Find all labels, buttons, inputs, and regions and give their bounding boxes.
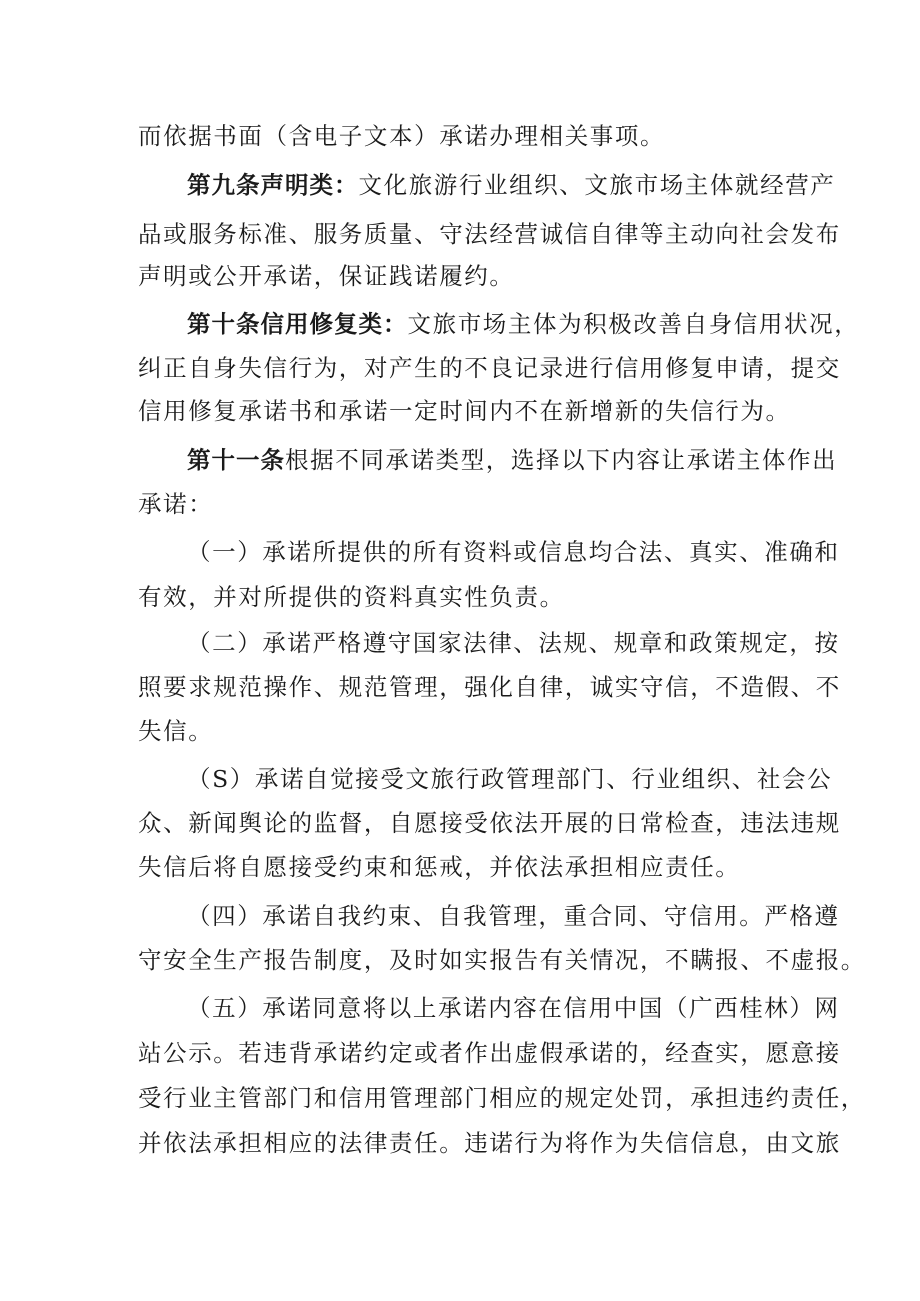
text-line-4 <box>138 253 920 299</box>
item-3-line-3 <box>138 844 920 890</box>
item-3-line-2 <box>138 800 920 846</box>
item-5-line-1 <box>187 985 920 1031</box>
text-line-9-content: 承诺： <box>138 490 214 518</box>
article-10-text: 文旅市场主体为积极改善自身信用状况， <box>407 310 860 338</box>
text-line-7-content: 信用修复承诺书和承诺一定时间内不在新增新的失信行为。 <box>138 397 791 425</box>
item-3-line-1-content: （S）承诺自觉接受文旅行政管理部门、行业组织、社会公 <box>187 765 833 793</box>
text-line-3-content: 品或服务标准、服务质量、守法经营诚信自律等主动向社会发布 <box>138 220 841 248</box>
article-9-text: 文化旅游行业组织、文旅市场主体就经营产 <box>358 171 836 199</box>
item-5-line-1-content: （五）承诺同意将以上承诺内容在信用中国（广西桂林）网 <box>187 994 840 1022</box>
article-11-line-1 <box>187 437 920 483</box>
text-line-7 <box>138 388 920 434</box>
item-5-line-2 <box>138 1030 920 1076</box>
text-line-6 <box>138 345 920 391</box>
article-10-line-1 <box>187 301 920 347</box>
text-line-9 <box>138 481 920 527</box>
item-4-line-2 <box>138 937 920 983</box>
item-5-line-2-content: 站公示。若违背承诺约定或者作出虚假承诺的，经查实，愿意接 <box>138 1039 841 1067</box>
article-9-heading: 第九条声明类： <box>187 171 359 199</box>
item-1-line-2-content: 有效，并对所提供的资料真实性负责。 <box>138 583 565 611</box>
item-4-line-1-content: （四）承诺自我约束、自我管理，重合同、守信用。严格遵 <box>187 902 840 930</box>
text-line-3 <box>138 211 920 257</box>
article-10-heading: 第十条信用修复类： <box>187 310 408 338</box>
item-2-line-1 <box>187 620 920 666</box>
item-5-line-4-content: 并依法承担相应的法律责任。违诺行为将作为失信信息，由文旅 <box>138 1129 841 1157</box>
article-11-text: 根据不同承诺类型，选择以下内容让承诺主体作出 <box>285 446 838 474</box>
item-2-line-3-content: 失信。 <box>138 717 214 745</box>
item-1-line-1-content: （一）承诺所提供的所有资料或信息均合法、真实、准确和 <box>187 538 840 566</box>
text-line-1 <box>138 113 920 159</box>
article-9-line-1 <box>187 162 920 208</box>
item-3-line-3-content: 失信后将自愿接受约束和惩戒，并依法承担相应责任。 <box>138 853 741 881</box>
text-line-6-content: 纠正自身失信行为，对产生的不良记录进行信用修复申请，提交 <box>138 354 841 382</box>
item-3-line-2-content: 众、新闻舆论的监督，自愿接受依法开展的日常检查，违法违规 <box>138 809 841 837</box>
item-2-line-3 <box>138 708 920 754</box>
item-5-line-3 <box>138 1075 920 1121</box>
text-line-4-content: 声明或公开承诺，保证践诺履约。 <box>138 262 515 290</box>
item-1-line-2 <box>138 574 920 620</box>
item-2-line-1-content: （二）承诺严格遵守国家法律、法规、规章和政策规定，按 <box>187 629 840 657</box>
item-5-line-4 <box>138 1120 920 1166</box>
item-5-line-3-content: 受行业主管部门和信用管理部门相应的规定处罚，承担违约责任， <box>138 1084 866 1112</box>
item-4-line-1 <box>187 893 920 939</box>
item-4-line-2-content: 守安全生产报告制度，及时如实报告有关情况，不瞒报、不虚报。 <box>138 946 866 974</box>
item-2-line-2-content: 照要求规范操作、规范管理，强化自律，诚实守信，不造假、不 <box>138 673 841 701</box>
item-3-line-1 <box>187 756 920 802</box>
item-1-line-1 <box>187 529 920 575</box>
text-line-1-content: 而依据书面（含电子文本）承诺办理相关事项。 <box>138 122 666 150</box>
item-2-line-2 <box>138 664 920 710</box>
article-11-heading: 第十一条 <box>187 446 285 474</box>
